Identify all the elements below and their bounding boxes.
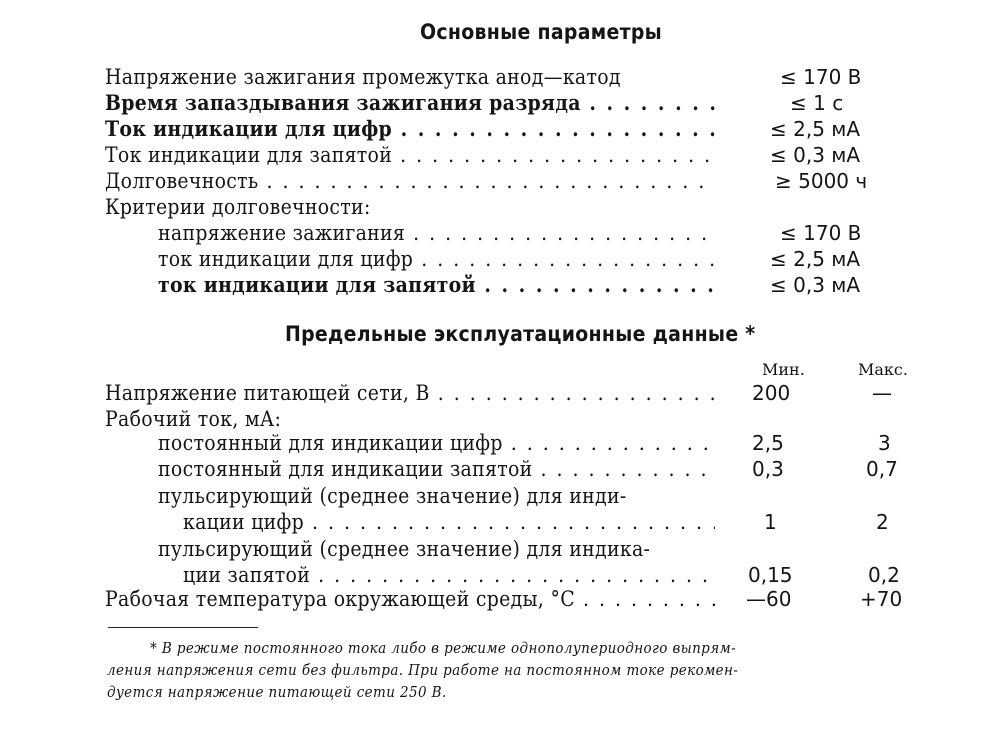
limit-min: 200 [752, 381, 791, 405]
param-value: ≤ 2,5 мА [770, 117, 861, 141]
param-label: Долговечность . . . [105, 168, 715, 194]
limit-label: Напряжение питающей сети, В . . . [105, 380, 715, 406]
limit-label: Рабочий ток, мА: [105, 407, 282, 431]
param-label: Критерии долговечности: [105, 195, 371, 219]
limit-min: 0,3 [752, 457, 784, 481]
limit-label: пульсирующий (среднее значение) для инди- [158, 484, 627, 508]
limit-max: 2 [876, 510, 889, 534]
limit-row [0, 536, 1000, 562]
param-row [0, 142, 1000, 168]
param-value: ≤ 170 В [780, 65, 862, 89]
limit-row [0, 509, 1000, 535]
footnote-line: * В режиме постоянного тока либо в режиме однополупериодного выпрям- [150, 639, 737, 657]
param-row [0, 90, 1000, 116]
param-row [0, 64, 1000, 90]
limit-label: Рабочая температура окружающей среды, °С . . . [105, 586, 715, 612]
limit-row [0, 406, 1000, 432]
param-label: напряжение зажигания . . . [158, 220, 715, 246]
param-label: Ток индикации для цифр . . . [105, 116, 715, 142]
limit-max: +70 [860, 587, 903, 611]
limit-max: — [872, 381, 892, 405]
limit-row [0, 483, 1000, 509]
param-row [0, 246, 1000, 272]
limit-min: —60 [746, 587, 792, 611]
param-value: ≤ 0,3 мА [770, 143, 861, 167]
limit-row [0, 456, 1000, 482]
param-row [0, 272, 1000, 298]
param-value: ≤ 2,5 мА [770, 247, 861, 271]
param-label: Ток индикации для запятой . . . [105, 142, 715, 168]
limit-row [0, 562, 1000, 588]
limit-max: 0,7 [866, 457, 898, 481]
limit-row [0, 586, 1000, 612]
param-value: ≤ 0,3 мА [770, 273, 861, 297]
column-header-max: Макс. [858, 360, 908, 379]
section-title-limit-data: Предельные эксплуатационные данные * [285, 322, 756, 346]
param-label: ток индикации для запятой . . . [158, 272, 715, 298]
param-row [0, 168, 1000, 194]
param-value: ≤ 170 В [780, 221, 862, 245]
limit-min: 2,5 [752, 431, 784, 455]
param-label: Время запаздывания зажигания разряда . . . [105, 90, 715, 116]
limit-label: пульсирующий (среднее значение) для индика- [158, 537, 651, 561]
limit-label: постоянный для индикации запятой . . . [158, 456, 715, 482]
param-row [0, 116, 1000, 142]
limit-label: ции запятой . . . [183, 562, 715, 588]
limit-label: постоянный для индикации цифр . . . [158, 430, 715, 456]
param-label: ток индикации для цифр . . . [158, 246, 715, 272]
param-label: Напряжение зажигания промежутка анод—катод [105, 65, 621, 89]
section-title-main-parameters: Основные параметры [420, 20, 663, 44]
limit-row [0, 380, 1000, 406]
limit-min: 1 [764, 510, 777, 534]
limit-max: 0,2 [868, 563, 900, 587]
param-row [0, 220, 1000, 246]
param-value: ≤ 1 с [790, 91, 844, 115]
param-value: ≥ 5000 ч [775, 169, 868, 193]
column-header-min: Мин. [762, 360, 805, 379]
limit-min: 0,15 [748, 563, 793, 587]
footnote-line: дуется напряжение питающей сети 250 В. [107, 683, 447, 701]
limit-row [0, 430, 1000, 456]
param-row [0, 194, 1000, 220]
limit-label: кации цифр . . . [183, 509, 715, 535]
footnote-line: ления напряжения сети без фильтра. При работе на постоянном токе рекомен- [107, 661, 739, 679]
limit-max: 3 [878, 431, 891, 455]
footnote-divider [108, 627, 258, 628]
